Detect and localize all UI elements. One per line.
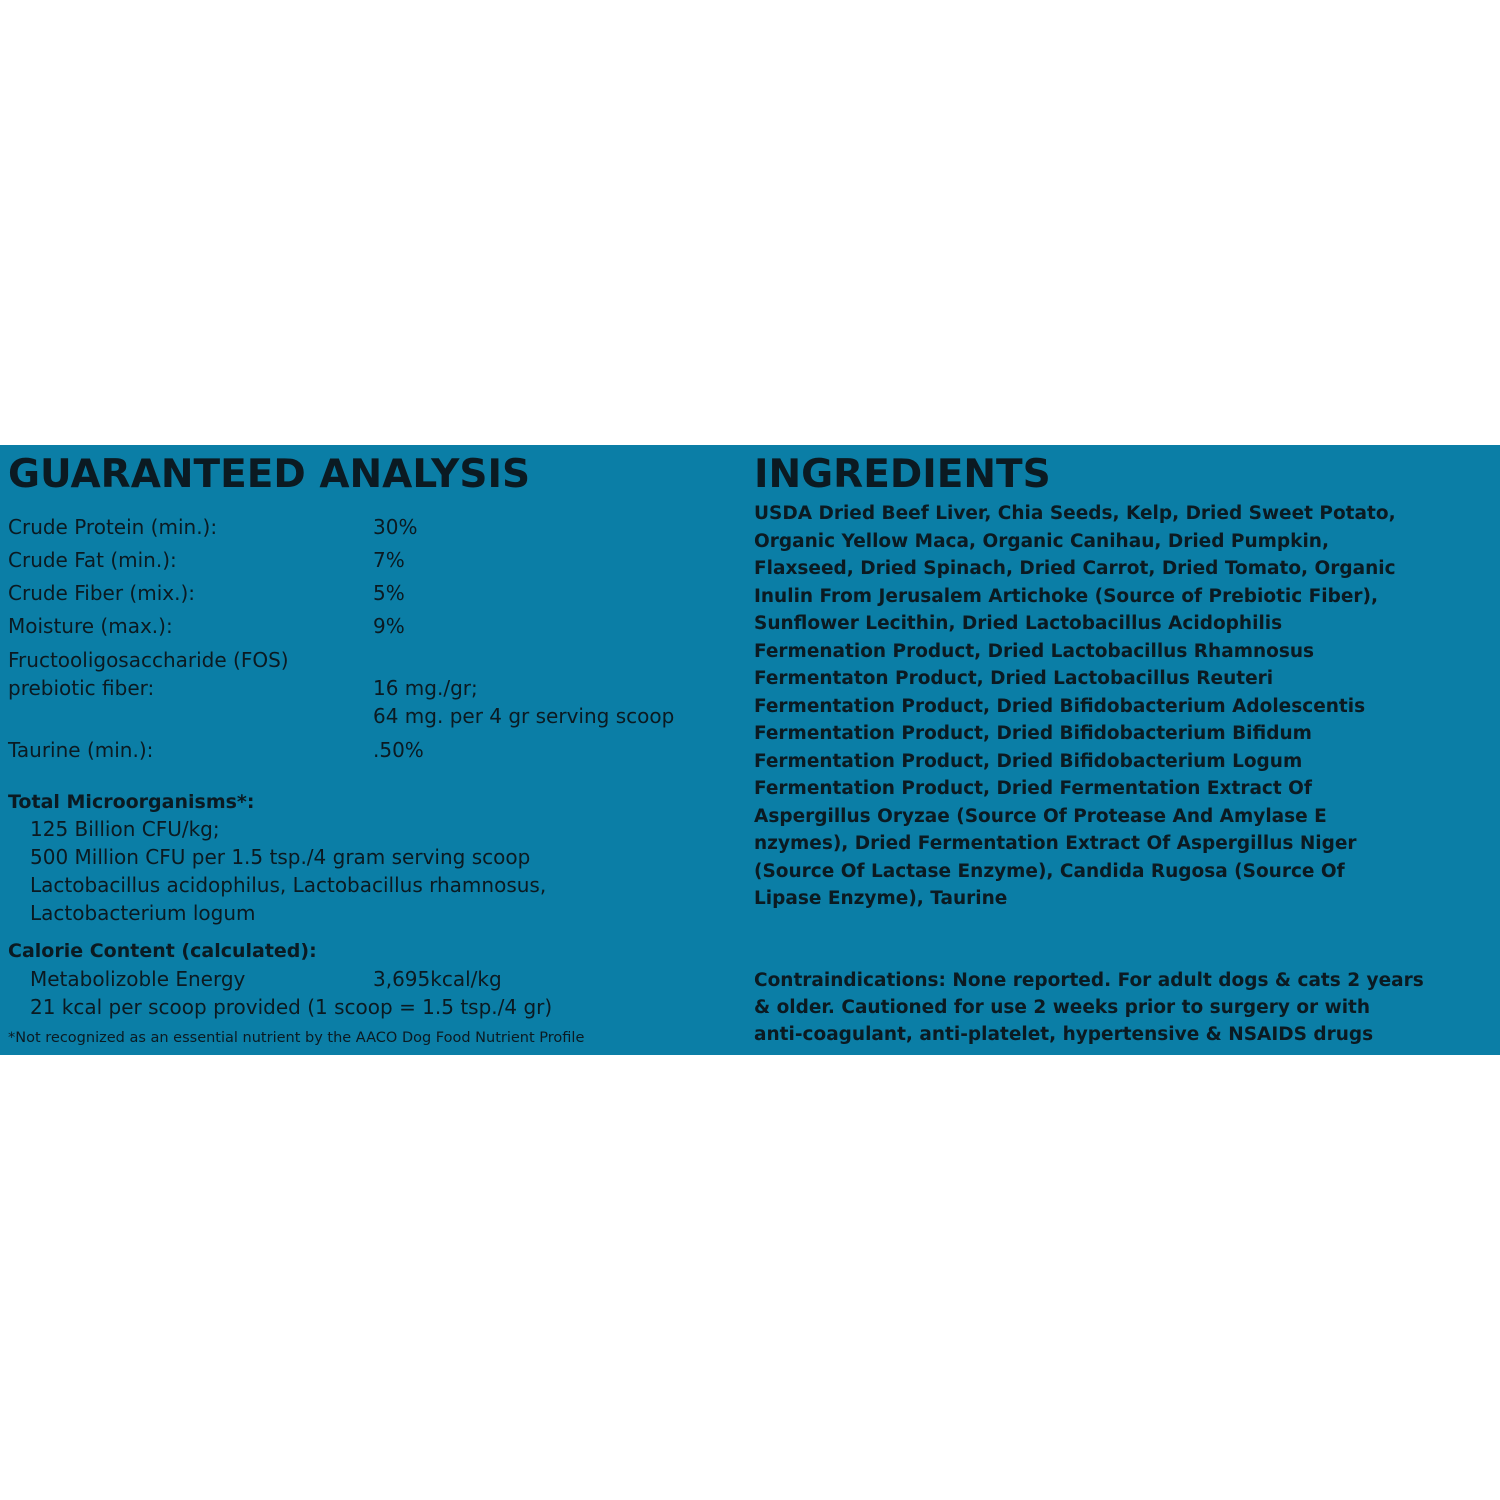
analysis-label: Taurine (min.): [8, 738, 154, 762]
analysis-label: Crude Fat (min.): [8, 548, 177, 572]
fos-label-line2: prebiotic fiber: [8, 676, 155, 700]
ingredients-line: Fermentaton Product, Dried Lactobacillus Reuteri [754, 668, 1274, 689]
ingredients-line: Lipase Enzyme), Taurine [754, 888, 1008, 909]
analysis-value: 30% [373, 515, 418, 539]
analysis-value: 9% [373, 614, 405, 638]
analysis-label: Crude Protein (min.): [8, 515, 218, 539]
analysis-value: 5% [373, 581, 405, 605]
analysis-label: Crude Fiber (mix.): [8, 581, 195, 605]
ingredients-line: Sunflower Lecithin, Dried Lactobacillus Acidophilis [754, 613, 1283, 634]
scoop-calorie-line: 21 kcal per scoop provided (1 scoop = 1.5 tsp./4 gr) [30, 995, 553, 1019]
ingredients-line: Inulin From Jerusalem Artichoke (Source of Prebiotic Fiber), [754, 585, 1379, 607]
ingredients-list [754, 500, 1494, 913]
ingredients-line: Fermentation Product, Dried Bifidobacterium Logum [754, 750, 1303, 772]
contraindications [754, 967, 1494, 1048]
microorganisms-line: Lactobacterium logum [30, 901, 256, 925]
ingredients-section [754, 445, 1496, 1055]
ingredients-line: Fermenation Product, Dried Lactobacillus Rhamnosus [754, 640, 1315, 662]
fos-label-line1: Fructooligosaccharide (FOS) [8, 648, 289, 672]
contraindications-line: & older. Cautioned for use 2 weeks prior to surgery or with [754, 997, 1371, 1018]
label-panel [0, 445, 1500, 1055]
guaranteed-analysis-title: GUARANTEED ANALYSIS [8, 452, 531, 497]
ingredients-line: nzymes), Dried Fermentation Extract Of Aspergillus Niger [754, 833, 1357, 854]
microorganisms-line: Lactobacillus acidophilus, Lactobacillus rhamnosus, [30, 873, 547, 897]
ingredients-line: Flaxseed, Dried Spinach, Dried Carrot, Dried Tomato, Organic [754, 558, 1396, 579]
ingredients-line: Fermentation Product, Dried Fermentation Extract Of [754, 778, 1312, 799]
contraindications-line: anti-coagulant, anti-platelet, hypertensive & NSAIDS drugs [754, 1024, 1374, 1045]
ingredients-line: Organic Yellow Maca, Organic Canihau, Dried Pumpkin, [754, 530, 1329, 552]
energy-label: Metabolizoble Energy [30, 967, 246, 991]
footnote: *Not recognized as an essential nutrient by the AACO Dog Food Nutrient Profile [8, 1030, 585, 1046]
contraindications-line: Contraindications: None reported. For adult dogs & cats 2 years [754, 970, 1424, 991]
fos-value-line2: 64 mg. per 4 gr serving scoop [373, 704, 675, 728]
ingredients-title: INGREDIENTS [754, 452, 1051, 497]
analysis-label: Moisture (max.): [8, 614, 173, 638]
analysis-value: .50% [373, 738, 424, 762]
ingredients-line: Aspergillus Oryzae (Source Of Protease And Amylase E [754, 805, 1327, 827]
ingredients-line: Fermentation Product, Dried Bifidobacterium Adolescentis [754, 695, 1366, 717]
microorganisms-line: 500 Million CFU per 1.5 tsp./4 gram serving scoop [30, 845, 531, 869]
ingredients-line: USDA Dried Beef Liver, Chia Seeds, Kelp, Dried Sweet Potato, [754, 503, 1396, 524]
analysis-value: 7% [373, 548, 405, 572]
microorganisms-label: Total Microorganisms*: [8, 791, 255, 813]
ingredients-line: Fermentation Product, Dried Bifidobacterium Bifidum [754, 723, 1312, 744]
ingredients-line: (Source Of Lactase Enzyme), Candida Rugosa (Source Of [754, 860, 1345, 882]
calorie-content-label: Calorie Content (calculated): [8, 940, 317, 962]
energy-value: 3,695kcal/kg [373, 967, 502, 991]
guaranteed-analysis-section [8, 445, 743, 1055]
microorganisms-line: 125 Billion CFU/kg; [30, 817, 220, 841]
fos-value-line1: 16 mg./gr; [373, 676, 478, 700]
